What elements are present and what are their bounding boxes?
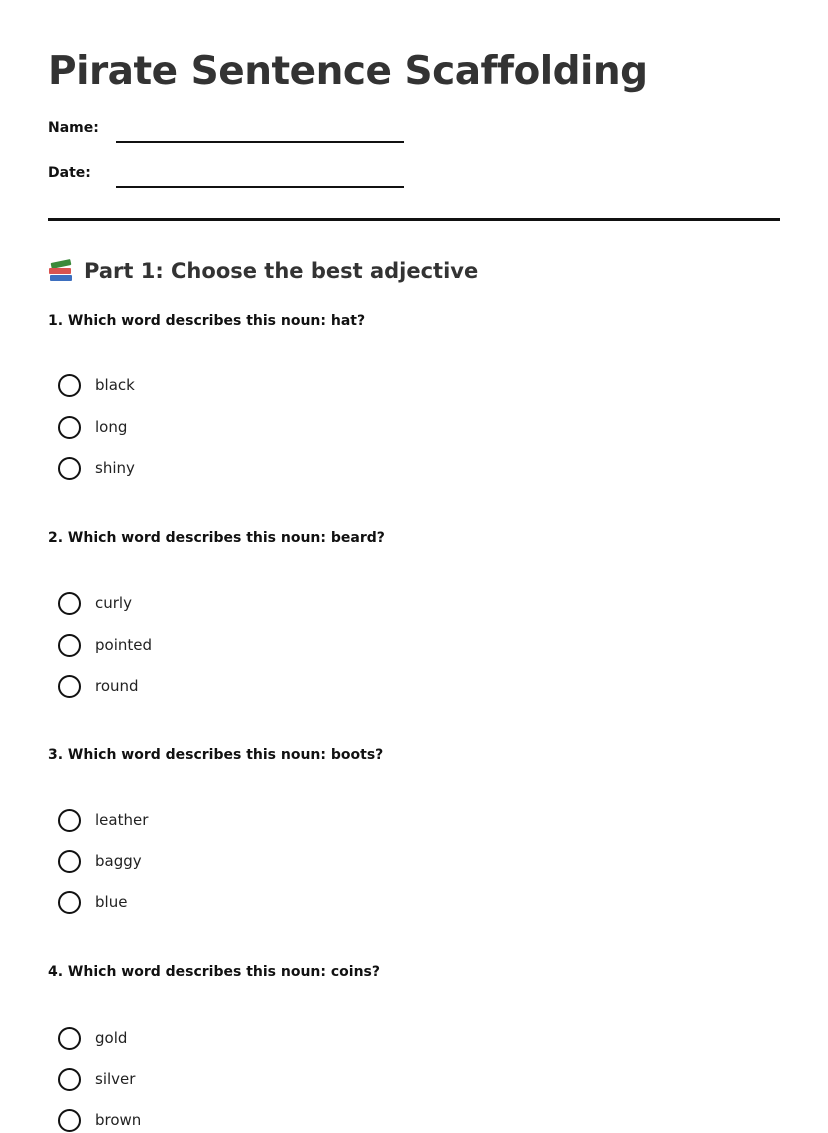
question-4 — [48, 963, 788, 1129]
part1-heading-text: Part 1: Choose the best adjective — [84, 259, 479, 283]
date-field[interactable] — [116, 159, 404, 188]
option-label: leather — [95, 811, 149, 829]
option-baggy[interactable] — [58, 848, 142, 874]
date-field-row — [48, 159, 408, 189]
question-text: 1. Which word describes this noun: hat? — [48, 313, 366, 329]
name-field-row — [48, 114, 408, 144]
radio-button[interactable] — [58, 809, 81, 832]
option-label: pointed — [95, 636, 153, 654]
radio-button[interactable] — [58, 675, 81, 698]
option-label: brown — [95, 1111, 142, 1129]
radio-button[interactable] — [58, 592, 81, 615]
question-text: 4. Which word describes this noun: coins? — [48, 964, 381, 980]
option-label: baggy — [95, 852, 142, 870]
option-round[interactable] — [58, 673, 139, 699]
page-title: Pirate Sentence Scaffolding — [48, 49, 648, 94]
radio-button[interactable] — [58, 634, 81, 657]
option-label: gold — [95, 1029, 128, 1047]
name-label: Name: — [48, 120, 99, 136]
radio-button[interactable] — [58, 374, 81, 397]
question-2 — [48, 529, 788, 709]
part1-heading — [48, 256, 478, 286]
question-1 — [48, 312, 788, 492]
date-label: Date: — [48, 165, 91, 181]
option-label: curly — [95, 594, 132, 612]
option-label: blue — [95, 893, 128, 911]
option-label: round — [95, 677, 139, 695]
option-curly[interactable] — [58, 590, 132, 616]
option-gold[interactable] — [58, 1025, 127, 1051]
option-label: black — [95, 376, 135, 394]
radio-button[interactable] — [58, 891, 81, 914]
radio-button[interactable] — [58, 1068, 81, 1091]
option-black[interactable] — [58, 372, 135, 398]
option-leather[interactable] — [58, 807, 148, 833]
radio-button[interactable] — [58, 1027, 81, 1050]
books-icon — [48, 259, 74, 283]
header-divider — [48, 218, 780, 221]
option-shiny[interactable] — [58, 455, 135, 481]
option-long[interactable] — [58, 414, 127, 440]
radio-button[interactable] — [58, 416, 81, 439]
name-field[interactable] — [116, 114, 404, 143]
option-pointed[interactable] — [58, 632, 152, 658]
option-brown[interactable] — [58, 1107, 141, 1133]
option-label: shiny — [95, 459, 135, 477]
radio-button[interactable] — [58, 850, 81, 873]
option-label: long — [95, 418, 128, 436]
question-text: 3. Which word describes this noun: boots? — [48, 747, 384, 763]
option-blue[interactable] — [58, 889, 127, 915]
option-label: silver — [95, 1070, 136, 1088]
question-3 — [48, 746, 788, 926]
question-text: 2. Which word describes this noun: beard? — [48, 530, 385, 546]
radio-button[interactable] — [58, 457, 81, 480]
radio-button[interactable] — [58, 1109, 81, 1132]
option-silver[interactable] — [58, 1066, 135, 1092]
